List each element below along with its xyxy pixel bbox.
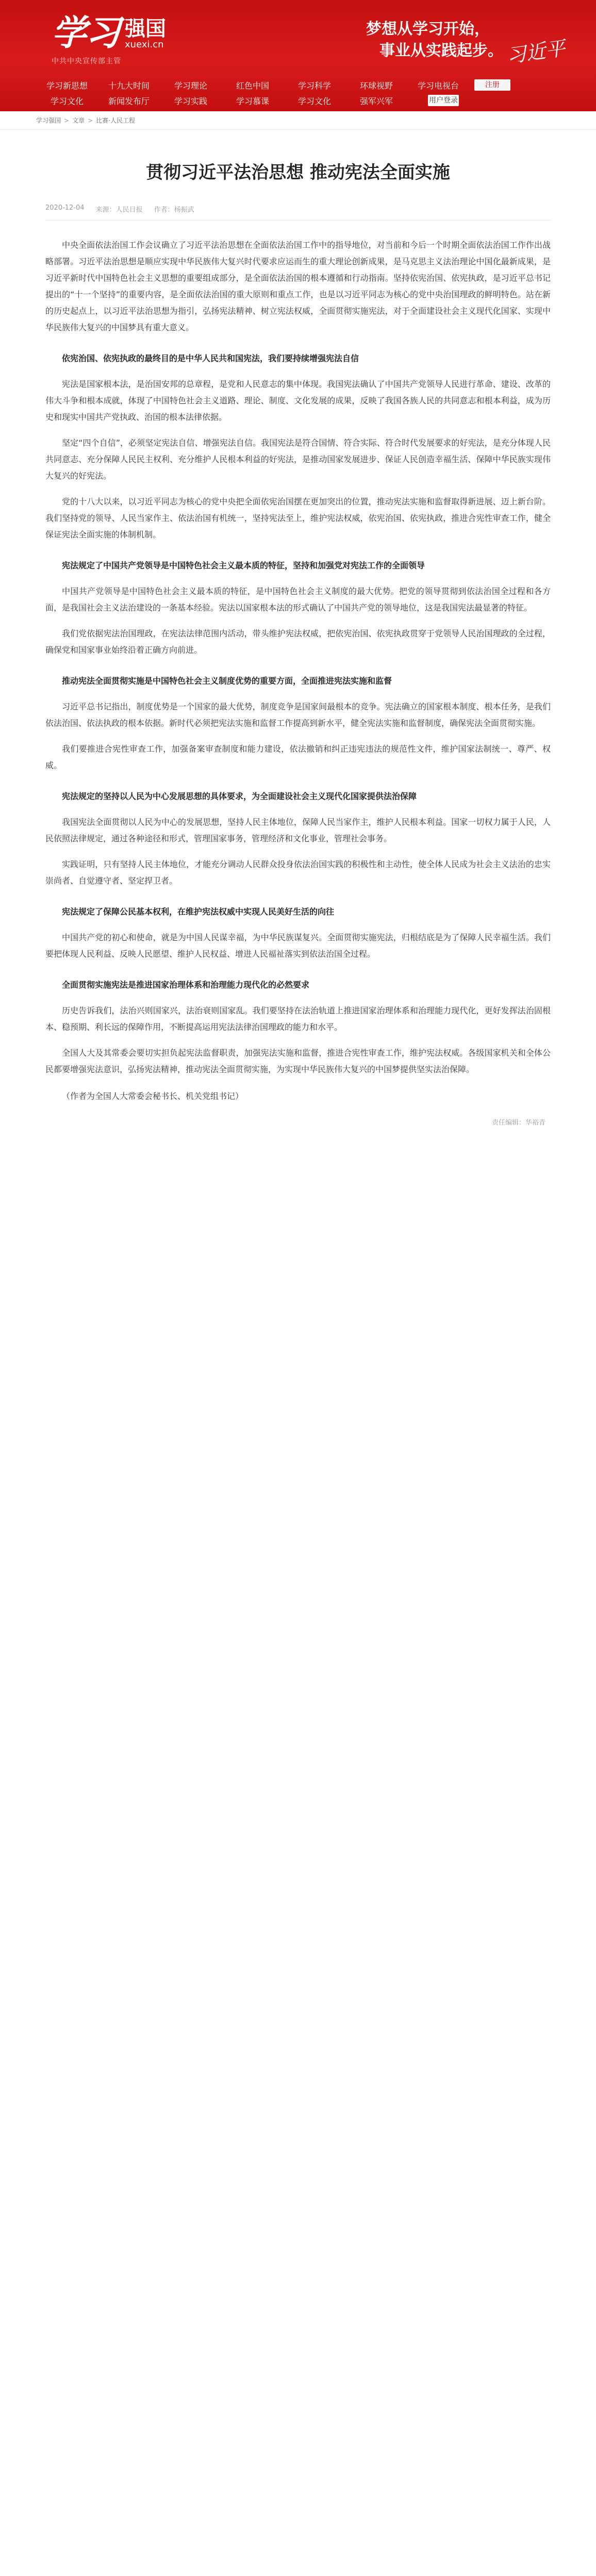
section-heading: 宪法规定了保障公民基本权利，在维护宪法权威中实现人民美好生活的向往: [62, 906, 335, 917]
nav-item[interactable]: 环球视野: [359, 80, 393, 91]
nav-item[interactable]: 学习理论: [174, 80, 207, 91]
section-heading: 全面贯彻实施宪法是推进国家治理体系和治理能力现代化的必然要求: [62, 979, 310, 990]
body-paragraph: 我们要推进合宪性审查工作，加强备案审查制度和能力建设，依法撤销和纠正违宪违法的规范性文件，维护国家法制统一、尊严、权威。: [45, 743, 551, 770]
breadcrumb: [0, 111, 596, 130]
article-source: 来源：人民日报: [95, 206, 143, 214]
nav-item[interactable]: 学习慕课: [236, 96, 269, 106]
section-heading: 依宪治国、依宪执政的最终目的是中华人民共和国宪法，我们要持续增强宪法自信: [62, 353, 359, 363]
nav-item[interactable]: 学习实践: [174, 96, 207, 106]
logo-main-text: 学习: [52, 12, 120, 54]
breadcrumb-item[interactable]: 学习强国: [36, 117, 61, 124]
intro-paragraph: 中央全面依法治国工作会议确立了习近平法治思想在全面依法治国工作中的指导地位，对当前和今后一个时期全面依法治国工作作出战略部署。习近平法治思想是顺应实现中华民族伟大复兴时代要求应运而生的重大理论创新成果，是马克思主义法治理论中国化最新成果，是习近平新时代中国特色社会主义思想的重要组成部分，是全面依法治国的根本遵循和行动指南。坚持依宪治国、依宪执政，是习近平总书记提出的“十一个坚持”的重要内容，是全面依法治国的重大原则和重点工作，也是以习近平同志为核心的党中央治国理政的鲜明特色。站在新的历史起点上，以习近平法治思想为指引，弘扬宪法精神、树立宪法权威，全面贯彻实施宪法，对于全面建设社会主义现代化国家、实现中华民族伟大复兴的中国梦具有重大意义。: [45, 240, 551, 332]
nav-item[interactable]: 红色中国: [236, 80, 269, 91]
body-paragraph: 党的十八大以来，以习近平同志为核心的党中央把全面依宪治国摆在更加突出的位置，推动宪法实施和监督取得新进展、迈上新台阶。我们坚持党的领导、人民当家作主、依法治国有机统一，坚持宪法至上，维护宪法权威，依宪治国、依宪执政，推进合宪性审查工作，健全保证宪法全面实施的体制机制。: [45, 496, 551, 539]
logo-url: xuexi.cn: [125, 39, 164, 50]
login-button[interactable]: 用户登录: [428, 95, 459, 106]
logo-subtitle: 中共中央宣传部主管: [52, 57, 121, 65]
body-paragraph: 历史告诉我们，法治兴则国家兴，法治衰则国家乱。我们要坚持在法治轨道上推进国家治理体系和治理能力现代化，更好发挥法治固根本、稳预期、利长远的保障作用，不断提高运用宪法法律治国理政的能力和水平。: [45, 1005, 551, 1032]
main-nav: [36, 77, 562, 108]
nav-item[interactable]: 学习文化: [297, 96, 331, 106]
author-byline: （作者为全国人大常委会秘书长、机关党组书记）: [62, 1091, 244, 1101]
article-author: 作者：杨振武: [154, 206, 194, 214]
header: [0, 0, 596, 111]
section-heading: 宪法规定的坚持以人民为中心发展思想的具体要求，为全面建设社会主义现代化国家提供法治保障: [62, 791, 417, 801]
nav-item[interactable]: 学习科学: [297, 80, 331, 91]
nav-row-1: [36, 77, 562, 93]
body-paragraph: 实践证明，只有坚持人民主体地位，才能充分调动人民群众投身依法治国实践的积极性和主动性，使全体人民成为社会主义法治的忠实崇尚者、自觉遵守者、坚定捍卫者。: [45, 859, 551, 886]
breadcrumb-item[interactable]: 文章: [72, 117, 85, 124]
body-paragraph: 全国人大及其常委会要切实担负起宪法监督职责，加强宪法实施和监督，推进合宪性审查工作，维护宪法权威。各级国家机关和全体公民都要增强宪法意识，弘扬宪法精神，推动宪法全面贯彻实施，为实现中华民族伟大复兴的中国梦提供坚实法治保障。: [45, 1047, 551, 1074]
register-button[interactable]: 注册: [474, 79, 510, 91]
nav-item[interactable]: 强军兴军: [359, 96, 393, 106]
body-paragraph: 中国共产党的初心和使命，就是为中国人民谋幸福，为中华民族谋复兴。全面贯彻实施宪法，归根结底是为了保障人民幸福生活。我们要把体现人民利益、反映人民愿望、维护人民权益、增进人民福祉落实到依法治国全过程。: [45, 932, 551, 959]
nav-item[interactable]: 学习电视台: [417, 80, 459, 91]
slogan: [366, 19, 503, 62]
breadcrumb-item[interactable]: 比赛·人民工程: [96, 117, 135, 124]
article: [45, 130, 551, 1127]
article-title: 贯彻习近平法治思想 推动宪法全面实施: [146, 162, 450, 183]
breadcrumb-separator: >: [64, 116, 70, 124]
nav-item[interactable]: 学习文化: [50, 96, 84, 106]
nav-item[interactable]: 学习新思想: [46, 80, 88, 91]
section-heading: 推动宪法全面贯彻实施是中国特色社会主义制度优势的重要方面，全面推进宪法实施和监督: [62, 675, 392, 686]
body-paragraph: 中国共产党领导是中国特色社会主义最本质的特征，是中国特色社会主义制度的最大优势。把党的领导贯彻到依法治国全过程和各方面，是我国社会主义法治建设的一条基本经验。宪法以国家根本法的形式确认了中国共产党的领导地位，这是我国宪法最显著的特征。: [45, 586, 551, 613]
logo-side-text: 强国: [125, 17, 167, 41]
signature: 习近平: [505, 37, 567, 67]
body-paragraph: 我国宪法全面贯彻以人民为中心的发展思想，坚持人民主体地位，保障人民当家作主，维护人民根本利益。国家一切权力属于人民，人民依照法律规定，通过各种途径和形式，管理国家事务，管理经济和文化事业，管理社会事务。: [45, 817, 551, 843]
breadcrumb-separator: >: [88, 116, 93, 124]
body-paragraph: 我们党依据宪法治国理政，在宪法法律范围内活动，带头维护宪法权威，把依宪治国、依宪执政贯穿于党领导人民治国理政的全过程，确保党和国家事业始终沿着正确方向前进。: [45, 628, 551, 655]
body-paragraph: 坚定“四个自信”，必须坚定宪法自信、增强宪法自信。我国宪法是符合国情、符合实际、符合时代发展要求的好宪法，是充分体现人民共同意志、充分保障人民民主权利、充分维护人民根本利益的好宪法，是推动国家发展进步、保证人民创造幸福生活、保障中华民族实现伟大复兴的好宪法。: [45, 437, 551, 481]
body-paragraph: 宪法是国家根本法，是治国安邦的总章程，是党和人民意志的集中体现。我国宪法确认了中国共产党领导人民进行革命、建设、改革的伟大斗争和根本成就，体现了中国特色社会主义道路、理论、制度、文化发展的成果，反映了我国各族人民的共同意志和根本利益，成为历史和现实中国共产党执政、治国的根本法律依据。: [45, 379, 551, 422]
editor-credit: 责任编辑：华裕青: [491, 1118, 545, 1127]
nav-item[interactable]: 十九大时间: [108, 80, 150, 91]
section-heading: 宪法规定了中国共产党领导是中国特色社会主义最本质的特征，坚持和加强党对宪法工作的全面领导: [62, 560, 425, 570]
site-logo[interactable]: [52, 12, 167, 66]
article-date: 2020-12-04: [45, 204, 85, 212]
article-meta: [45, 204, 551, 221]
slogan-line-2: 事业从实践起步。: [379, 42, 503, 60]
nav-item[interactable]: 新闻发布厅: [108, 96, 150, 106]
slogan-line-1: 梦想从学习开始，: [366, 20, 490, 38]
body-paragraph: 习近平总书记指出，制度优势是一个国家的最大优势，制度竞争是国家间最根本的竞争。宪法确立的国家根本制度、根本任务，是我们依法治国、依法执政的根本依据。新时代必须把宪法实施和监督工作提高到新水平，健全宪法实施和监督制度，确保宪法全面贯彻实施。: [45, 701, 551, 728]
banner: [0, 0, 596, 77]
nav-row-2: [36, 93, 562, 108]
